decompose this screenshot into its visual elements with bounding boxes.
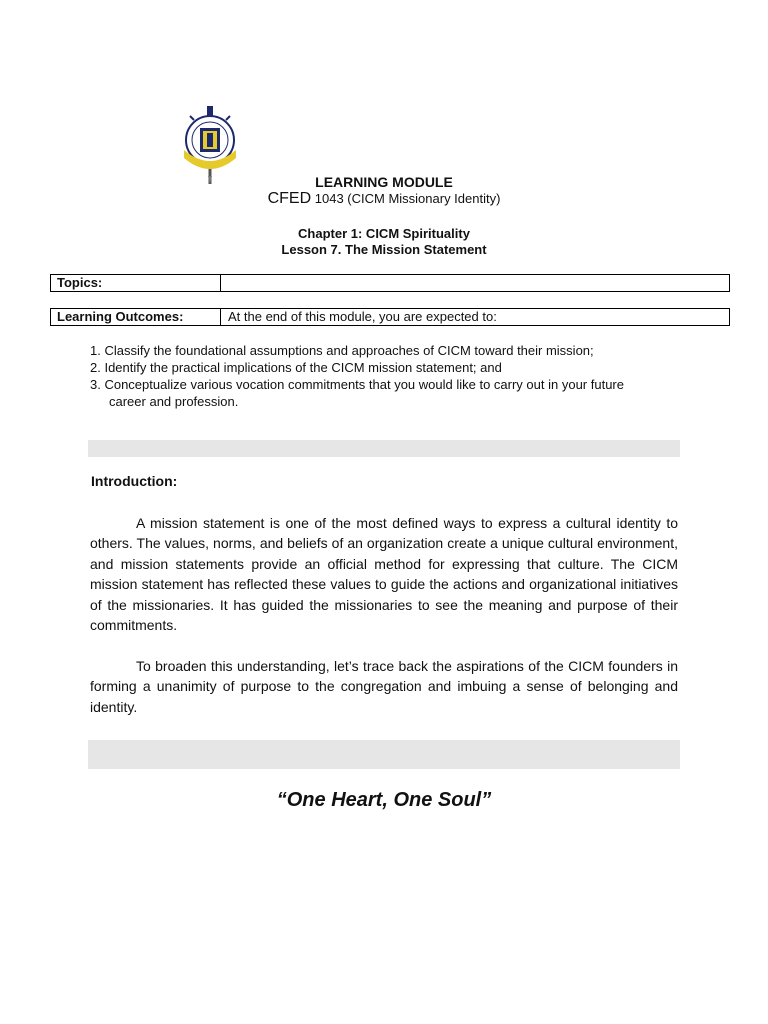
outcome-item: 3. Conceptualize various vocation commitments that you would like to carry out in your future <box>90 377 624 392</box>
introduction-paragraph-1: A mission statement is one of the most defined ways to express a cultural identity to others. The values, norms, and beliefs of an organization create a unique cultural environment, and mission statements provide an official method for expressing that culture. The CICM mission statement has reflected these values to guide the actions and organizational initiatives of the missionaries. It has guided the missionaries to see the meaning and purpose of their commitments. <box>90 515 678 634</box>
topics-row <box>50 274 730 292</box>
introduction-paragraph-2: To broaden this understanding, let’s trace back the aspirations of the CICM founders in forming a unanimity of purpose to the congregation and imbuing a sense of belonging and identity. <box>90 658 678 715</box>
motto-quote: “One Heart, One Soul” <box>276 789 492 811</box>
course-line <box>0 190 768 208</box>
outcomes-list <box>90 342 690 410</box>
introduction-heading: Introduction: <box>91 473 178 489</box>
section-divider-band <box>88 740 680 769</box>
learning-outcomes-label: Learning Outcomes: <box>51 309 221 325</box>
learning-outcomes-value: At the end of this module, you are expected to: <box>228 309 497 324</box>
module-title: LEARNING MODULE <box>315 174 453 190</box>
chapter-heading: Chapter 1: CICM Spirituality <box>298 226 470 241</box>
outcome-item: 1. Classify the foundational assumptions and approaches of CICM toward their mission; <box>90 343 594 358</box>
topics-label: Topics: <box>51 275 221 291</box>
topics-value <box>221 275 228 291</box>
lesson-heading: Lesson 7. The Mission Statement <box>281 242 487 257</box>
course-code: CFED <box>267 190 312 207</box>
section-divider-band <box>88 440 680 457</box>
outcome-item: 2. Identify the practical implications of the CICM mission statement; and <box>90 360 502 375</box>
course-name: 1043 (CICM Missionary Identity) <box>311 191 501 206</box>
outcome-item-continuation: career and profession. <box>109 394 239 409</box>
learning-outcomes-row <box>50 308 730 326</box>
